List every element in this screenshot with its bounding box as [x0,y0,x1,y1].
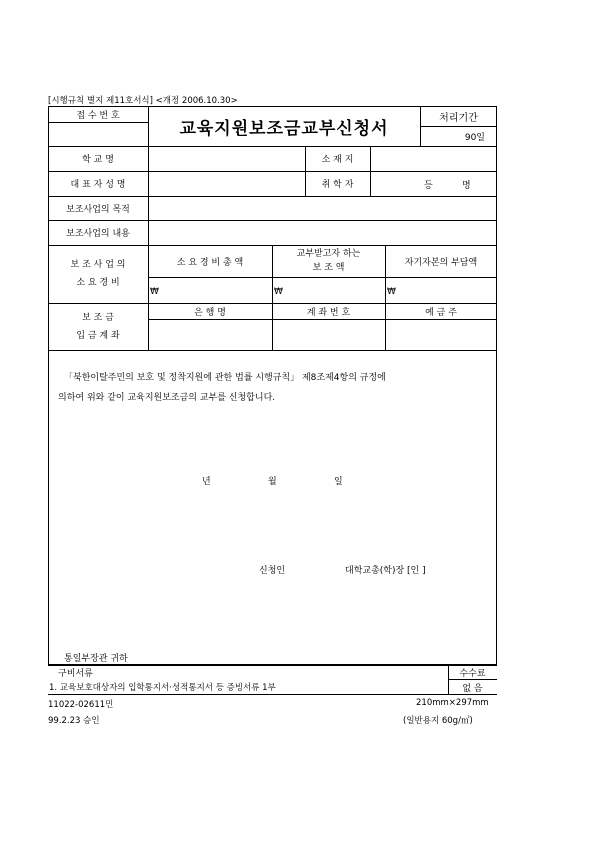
account-holder-header: 예 금 주 [425,307,457,318]
divider [148,277,497,278]
documents-item: 1. 교육보호대상자의 입학통지서·성적통지서 등 증빙서류 1부 [49,683,276,693]
enrollment-unit-grade: 등 [424,181,433,191]
account-number-header: 계 좌 번 호 [306,307,351,318]
fee-label: 수수료 [459,668,486,679]
cost-label-line2: 소 요 경 비 [76,278,120,288]
account-label-line1: 보 조 금 [82,312,114,323]
fee-value: 없 음 [462,683,483,694]
purpose-field[interactable] [148,196,497,220]
divider [48,350,497,351]
content-field[interactable] [148,220,497,245]
representative-field[interactable] [148,171,305,196]
representative-label: 대 표 자 성 명 [70,180,126,190]
account-holder-field[interactable] [385,319,497,350]
location-field[interactable] [370,146,497,171]
self-funding-header: 자기자본의 부담액 [404,257,478,268]
won-sign-self: ₩ [387,287,396,297]
divider [48,694,497,695]
cost-label [48,245,148,303]
recipient: 통일부장관 귀하 [64,654,128,664]
won-sign-subsidy: ₩ [274,287,283,297]
form-reference: [시행규칙 별지 제11호서식] <개정 2006.10.30> [48,96,238,106]
form-code: 11022-02611민 [48,700,114,710]
statement [58,368,490,408]
subsidy-header-line2: 보 조 액 [312,263,345,273]
statement-line2: 의하여 위와 같이 교육지원보조금의 교부를 신청합니다. [58,393,276,403]
content-label: 보조사업의 내용 [66,229,130,239]
documents-label: 구비서류 [58,669,93,679]
paper-spec: (일반용지 60g/㎡) [403,716,473,726]
date-month: 월 [268,477,277,487]
receipt-number-label: 접 수 번 호 [76,110,120,121]
paper-size: 210mm×297mm [416,698,489,708]
approval-date: 99.2.23 승인 [48,716,100,726]
location-label: 소 재 지 [321,155,354,165]
account-number-field[interactable] [272,319,385,350]
bank-name-header: 은 행 명 [194,307,226,318]
divider [48,664,497,665]
page-title: 교육지원보조금교부신청서 [179,118,389,139]
account-label [48,303,148,350]
processing-period-value: 90일 [464,132,485,143]
account-label-line2: 입 금 계 좌 [76,330,120,341]
divider [48,122,148,123]
total-cost-header: 소 요 경 비 총 액 [176,257,244,268]
enrollment-label: 취 학 자 [321,180,354,190]
subsidy-amount-header [272,245,385,277]
purpose-label: 보조사업의 목적 [66,204,130,215]
won-sign-total: ₩ [150,287,159,297]
bank-name-field[interactable] [148,319,272,350]
applicant-label: 신청인 [259,566,286,576]
cost-label-line1: 보 조 사 업 의 [70,260,126,270]
processing-period-label: 처리기간 [439,112,478,124]
school-name-field[interactable] [148,146,305,171]
school-name-label: 학 교 명 [82,155,114,165]
date-day: 일 [334,477,343,487]
date-year: 년 [202,477,211,487]
applicant-signature: 대학교총(학)장 [인 ] [345,566,426,576]
subsidy-header-line1: 교부받고자 하는 [296,249,361,259]
enrollment-unit-person: 명 [462,181,471,191]
statement-line1: 「북한이탈주민의 보호 및 정착지원에 관한 법률 시행규칙」 제8조제4항의 규정에 [64,373,386,383]
